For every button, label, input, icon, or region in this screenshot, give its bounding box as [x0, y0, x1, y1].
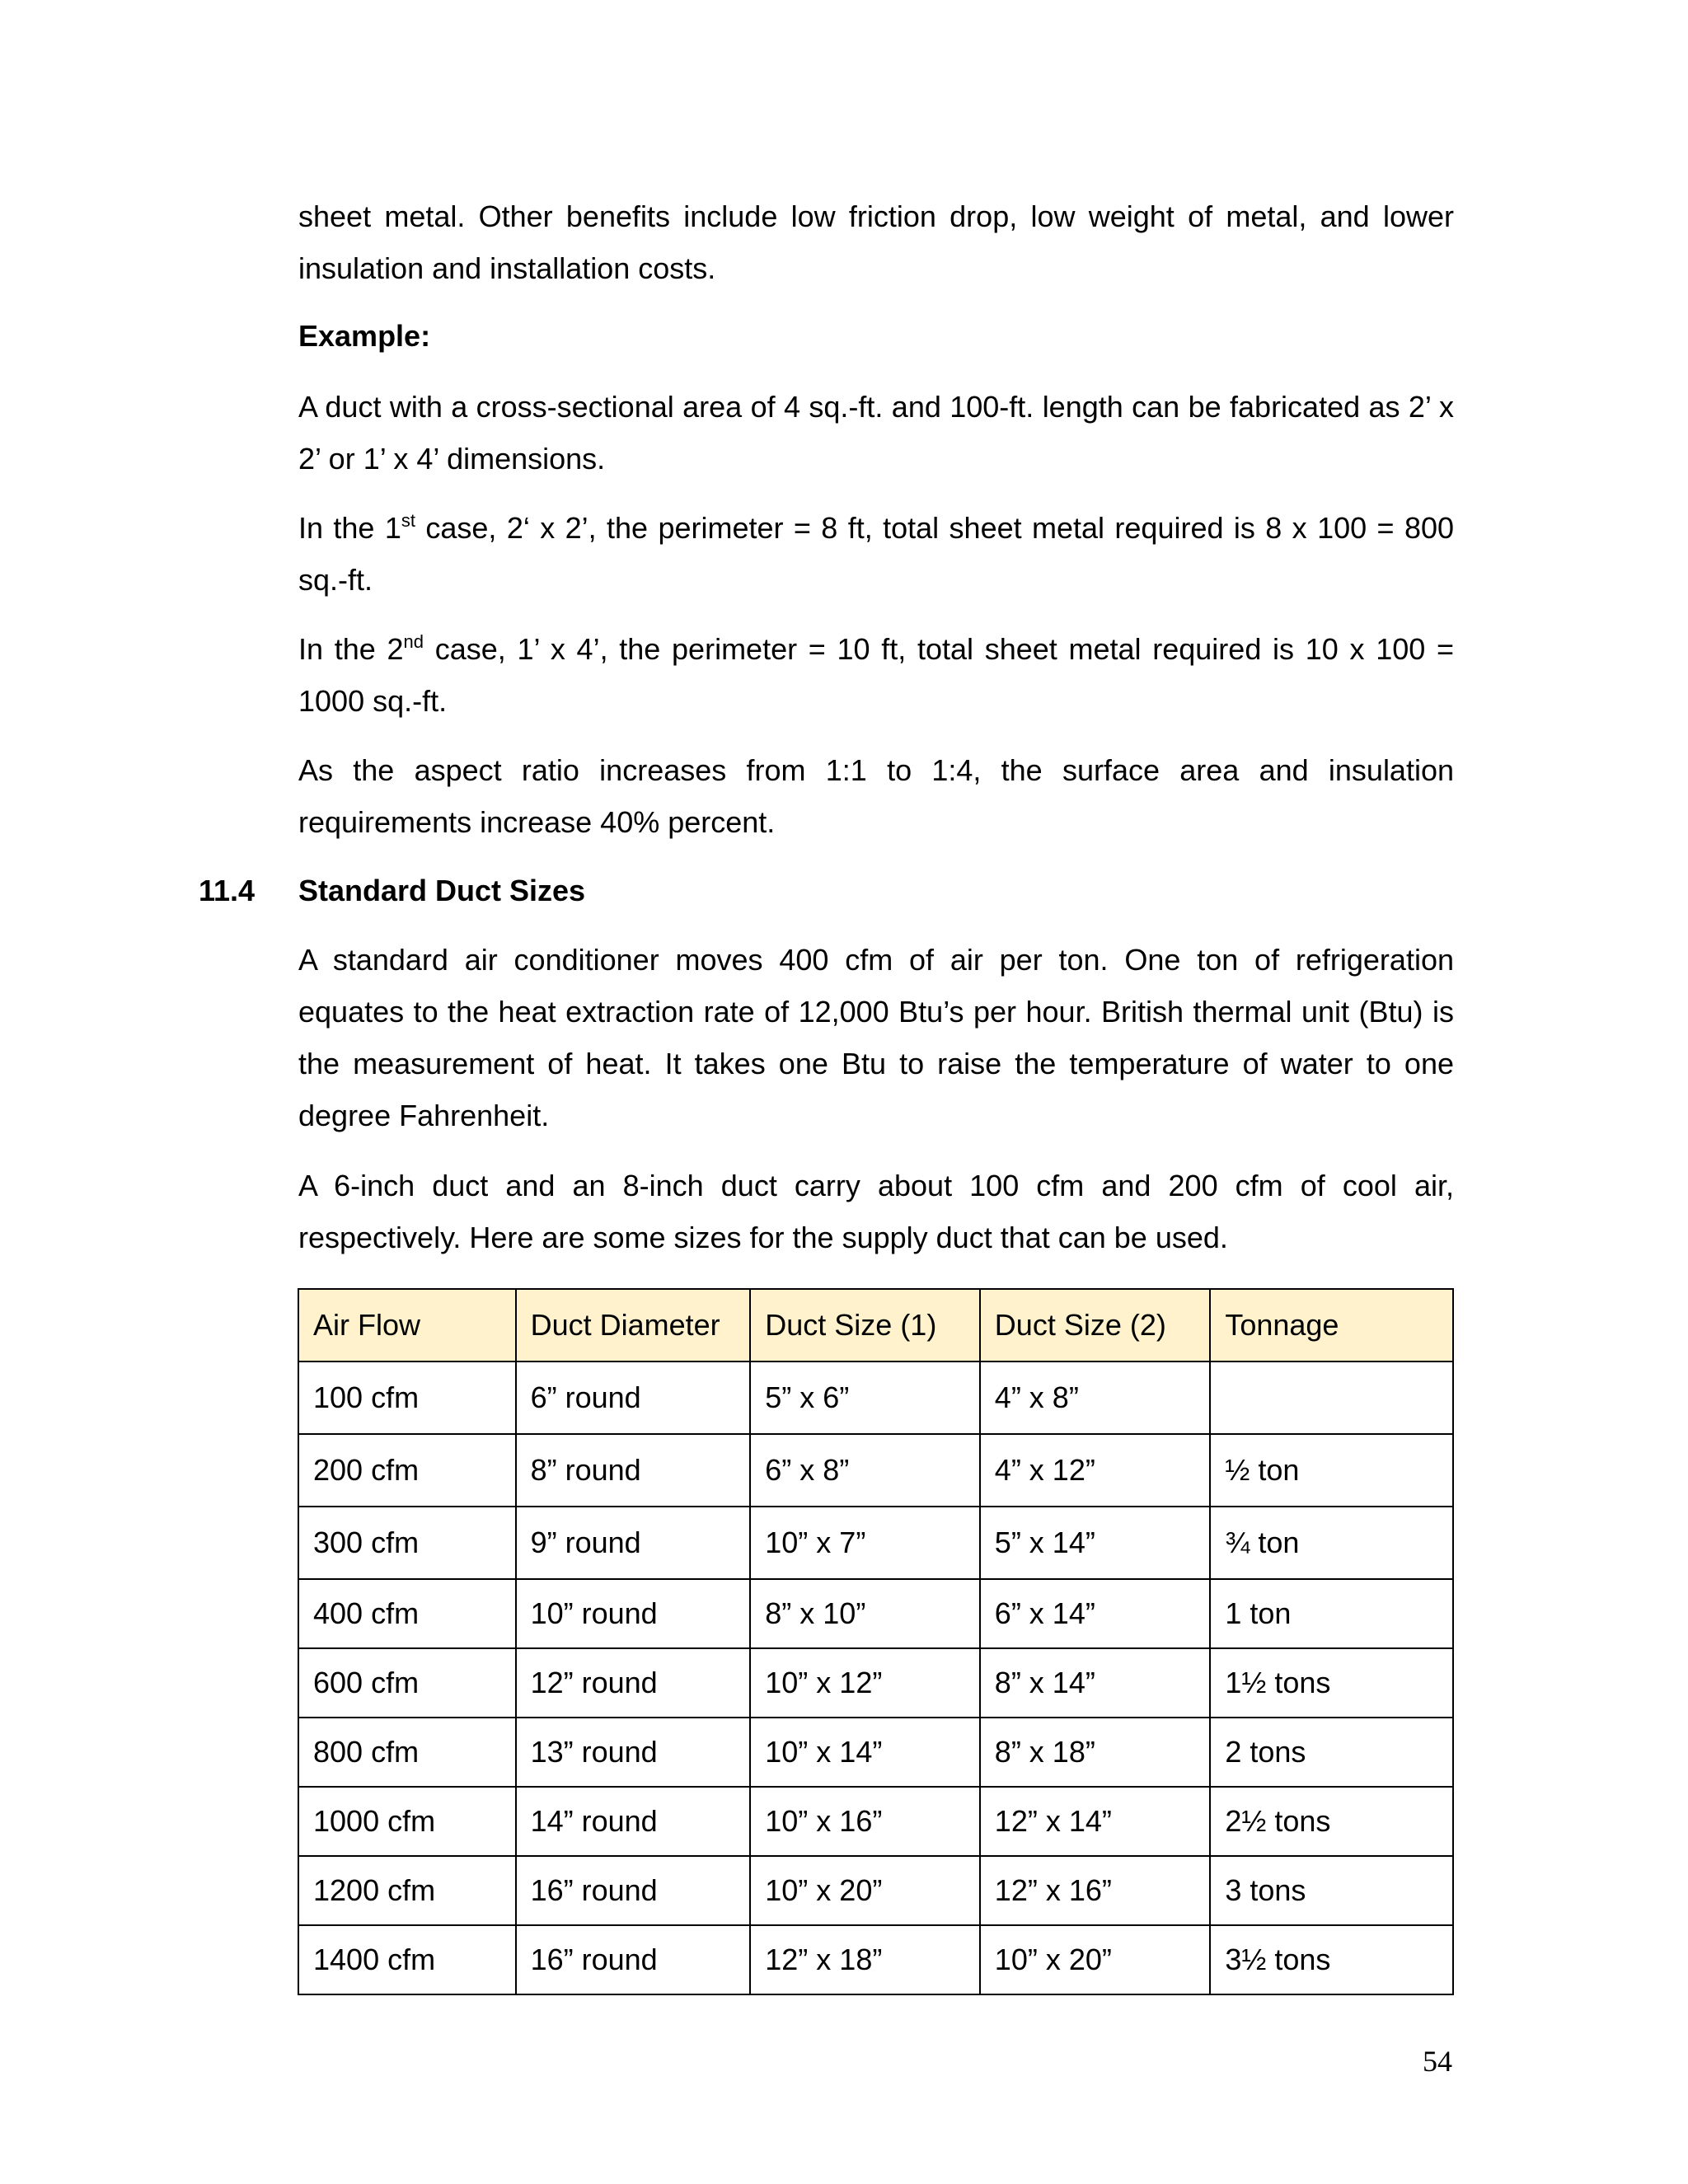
cell-duct-size-2: 12” x 16” [980, 1856, 1211, 1925]
cell-air-flow: 200 cfm [298, 1434, 516, 1507]
cell-tonnage: 1 ton [1210, 1579, 1453, 1648]
cell-duct-diameter: 10” round [516, 1579, 751, 1648]
cell-duct-size-2: 4” x 12” [980, 1434, 1211, 1507]
cell-tonnage [1210, 1361, 1453, 1434]
table-row [298, 1648, 1453, 1718]
second-case-prefix: In the 2 [298, 632, 404, 666]
table-row [298, 1925, 1453, 1994]
cell-duct-diameter: 16” round [516, 1856, 751, 1925]
aspect-ratio-paragraph: As the aspect ratio increases from 1:1 to 1:4, the surface area and insulation requirements increase 40% percent. [298, 753, 1454, 839]
first-case-paragraph [298, 502, 1454, 606]
cell-duct-size-2: 4” x 8” [980, 1361, 1211, 1434]
table-row [298, 1579, 1453, 1648]
table-row [298, 1718, 1453, 1787]
cell-duct-size-2: 10” x 20” [980, 1925, 1211, 1994]
duct-size-table [298, 1288, 1454, 1995]
second-case-paragraph [298, 623, 1454, 727]
cell-tonnage: 2½ tons [1210, 1787, 1453, 1856]
cell-duct-size-1: 8” x 10” [750, 1579, 980, 1648]
cell-duct-size-2: 8” x 18” [980, 1718, 1211, 1787]
cell-tonnage: 3½ tons [1210, 1925, 1453, 1994]
example-paragraph: A duct with a cross-sectional area of 4 sq.-ft. and 100-ft. length can be fabricated as 2’ x 2’ or 1’ x 4’ dimensions. [298, 390, 1454, 476]
header-duct-size-2: Duct Size (2) [980, 1289, 1211, 1361]
section-number: 11.4 [199, 874, 256, 907]
cell-duct-diameter: 16” round [516, 1925, 751, 1994]
cell-air-flow: 100 cfm [298, 1361, 516, 1434]
table-header-row [298, 1289, 1453, 1361]
intro-paragraph: sheet metal. Other benefits include low friction drop, low weight of metal, and lower insulation and installation costs. [298, 199, 1454, 285]
first-case-superscript: st [401, 510, 415, 531]
cell-tonnage: 1½ tons [1210, 1648, 1453, 1718]
cell-duct-size-1: 5” x 6” [750, 1361, 980, 1434]
cell-tonnage: 3 tons [1210, 1856, 1453, 1925]
cell-air-flow: 1200 cfm [298, 1856, 516, 1925]
cell-duct-size-2: 5” x 14” [980, 1507, 1211, 1579]
cell-duct-size-1: 10” x 16” [750, 1787, 980, 1856]
table-row [298, 1361, 1453, 1434]
cell-air-flow: 400 cfm [298, 1579, 516, 1648]
cell-air-flow: 1000 cfm [298, 1787, 516, 1856]
example-label: Example: [298, 319, 431, 353]
section-title: Standard Duct Sizes [298, 874, 586, 907]
cell-duct-size-1: 6” x 8” [750, 1434, 980, 1507]
header-duct-size-1: Duct Size (1) [750, 1289, 980, 1361]
cell-duct-diameter: 6” round [516, 1361, 751, 1434]
air-conditioner-paragraph: A standard air conditioner moves 400 cfm of air per ton. One ton of refrigeration equates to the heat extraction rate of 12,000 Btu’s per hour. British thermal unit (Btu) is the measurement of heat. It takes one Btu to raise the temperature of water to one degree Fahrenheit. [298, 943, 1454, 1132]
cell-tonnage: ¾ ton [1210, 1507, 1453, 1579]
cell-air-flow: 600 cfm [298, 1648, 516, 1718]
table-row [298, 1856, 1453, 1925]
cell-duct-size-1: 10” x 7” [750, 1507, 980, 1579]
cell-duct-size-2: 12” x 14” [980, 1787, 1211, 1856]
cell-duct-size-1: 10” x 20” [750, 1856, 980, 1925]
table-row [298, 1787, 1453, 1856]
cell-duct-diameter: 12” round [516, 1648, 751, 1718]
cell-air-flow: 800 cfm [298, 1718, 516, 1787]
header-air-flow: Air Flow [298, 1289, 516, 1361]
first-case-prefix: In the 1 [298, 511, 401, 545]
cell-duct-size-2: 8” x 14” [980, 1648, 1211, 1718]
cell-duct-size-2: 6” x 14” [980, 1579, 1211, 1648]
page-number: 54 [1423, 2045, 1452, 2078]
cell-duct-size-1: 10” x 14” [750, 1718, 980, 1787]
cell-air-flow: 1400 cfm [298, 1925, 516, 1994]
first-case-suffix: case, 2‘ x 2’, the perimeter = 8 ft, total sheet metal required is 8 x 100 = 800 sq.-ft. [298, 511, 1455, 597]
cell-duct-size-1: 10” x 12” [750, 1648, 980, 1718]
cell-tonnage: ½ ton [1210, 1434, 1453, 1507]
cell-duct-diameter: 14” round [516, 1787, 751, 1856]
cell-air-flow: 300 cfm [298, 1507, 516, 1579]
cell-duct-diameter: 13” round [516, 1718, 751, 1787]
cell-duct-size-1: 12” x 18” [750, 1925, 980, 1994]
cell-duct-diameter: 8” round [516, 1434, 751, 1507]
header-duct-diameter: Duct Diameter [516, 1289, 751, 1361]
second-case-superscript: nd [403, 631, 424, 652]
table-row [298, 1434, 1453, 1507]
cell-duct-diameter: 9” round [516, 1507, 751, 1579]
cell-tonnage: 2 tons [1210, 1718, 1453, 1787]
header-tonnage: Tonnage [1210, 1289, 1453, 1361]
second-case-suffix: case, 1’ x 4’, the perimeter = 10 ft, total sheet metal required is 10 x 100 = 1000 sq.-ft. [298, 632, 1455, 718]
duct-sizes-paragraph: A 6-inch duct and an 8-inch duct carry about 100 cfm and 200 cfm of cool air, respectively. Here are some sizes for the supply duct that can be used. [298, 1169, 1454, 1254]
table-row [298, 1507, 1453, 1579]
